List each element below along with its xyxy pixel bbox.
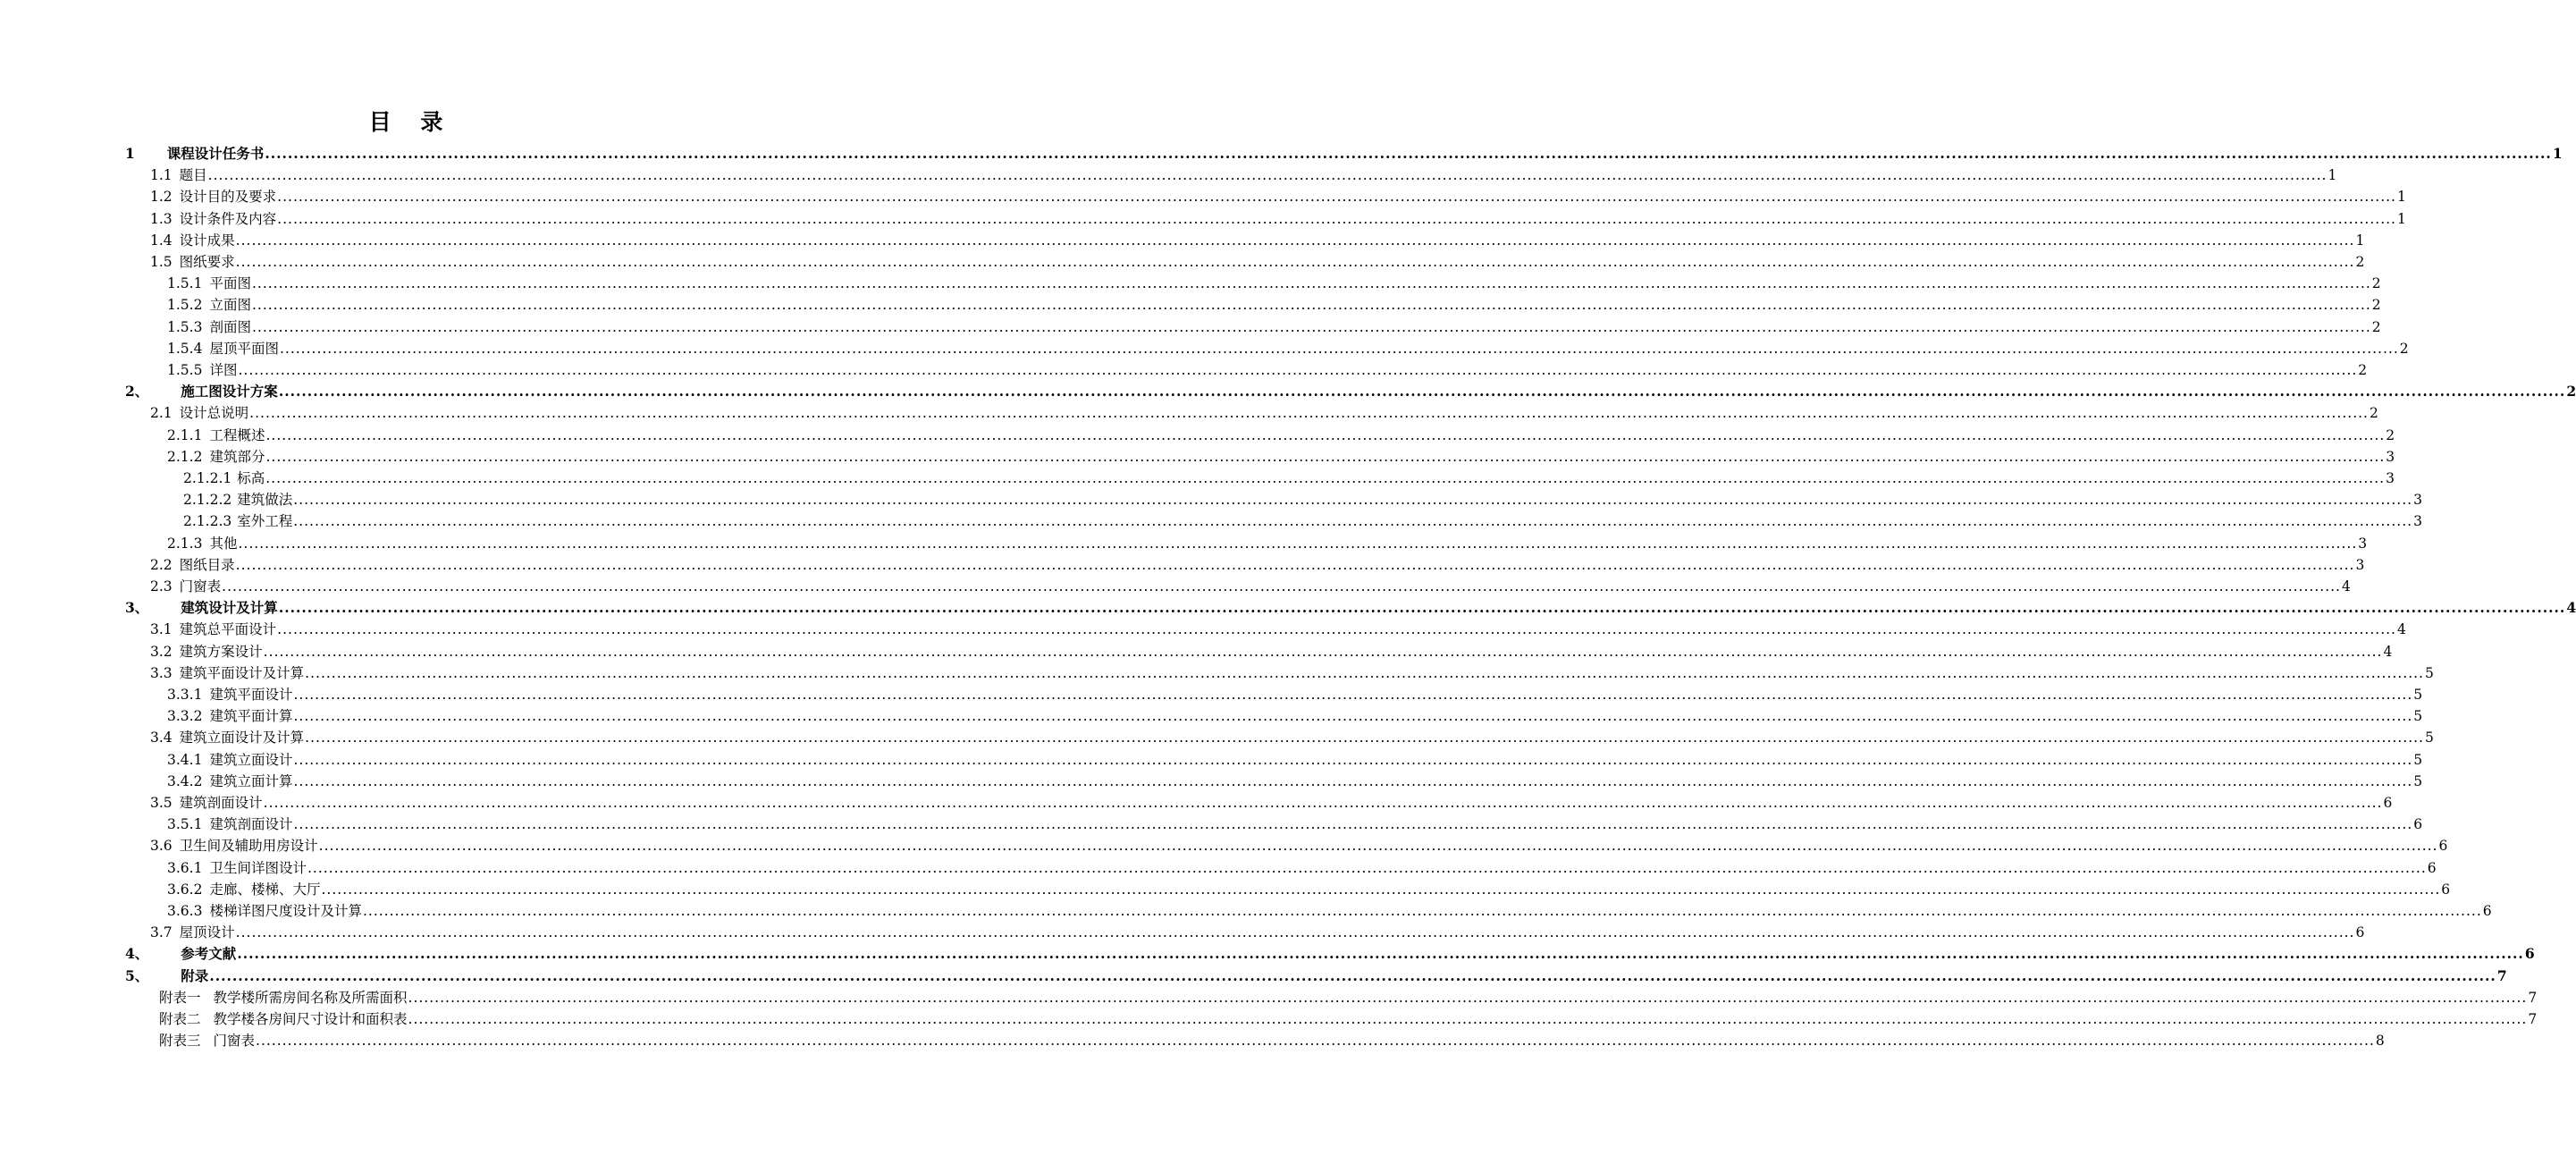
dot-leader: ................................................................................................................................................................................................................................................................................................................................................................................................................: [237, 945, 2524, 963]
toc-entry-page: 3: [2386, 470, 2395, 486]
toc-entry[interactable]: [183, 489, 2422, 510]
toc-entry-number: 3.6.1: [167, 859, 203, 876]
toc-entry-number: 1: [125, 145, 135, 162]
toc-entry-title: 课程设计任务书: [166, 145, 265, 162]
toc-entry-page: 2: [2399, 340, 2409, 357]
toc-entry[interactable]: [125, 143, 2563, 164]
dot-leader: ................................................................................................................................................................................................................................................................................................................................................................................................................: [235, 254, 2355, 270]
toc-entry[interactable]: [167, 771, 2423, 792]
toc-entry-page: 1: [2328, 167, 2337, 184]
toc-entry-number: 3.4: [150, 730, 173, 746]
toc-entry-title: 参考文献: [181, 945, 237, 963]
toc-entry-page: 3: [2358, 535, 2368, 552]
dot-leader: ................................................................................................................................................................................................................................................................................................................................................................................................................: [293, 708, 2413, 725]
toc-entry-page: 3: [2386, 448, 2395, 465]
toc-entry-title: 建筑部分: [209, 448, 265, 465]
toc-entry-number: 3.3.2: [167, 708, 203, 725]
toc-entry-number: 2.1: [150, 405, 173, 422]
dot-leader: ................................................................................................................................................................................................................................................................................................................................................................................................................: [277, 189, 2396, 206]
toc-entry-title: 其他: [209, 535, 238, 552]
dot-leader: ................................................................................................................................................................................................................................................................................................................................................................................................................: [235, 232, 2355, 249]
toc-entry-title: 建筑做法: [237, 492, 293, 509]
toc-entry-title: 屋顶平面图: [209, 340, 279, 357]
toc-entry[interactable]: [167, 359, 2368, 381]
dot-leader: ................................................................................................................................................................................................................................................................................................................................................................................................................: [251, 297, 2371, 314]
toc-entry-title: 卫生间详图设计: [209, 859, 307, 876]
toc-entry-title: 工程概述: [209, 426, 265, 443]
toc-entry[interactable]: [167, 425, 2395, 446]
toc-entry-page: 6: [2355, 924, 2365, 941]
toc-entry-title: 设计条件及内容: [179, 210, 277, 227]
toc-entry-title: 建筑总平面设计: [179, 621, 277, 638]
dot-leader: ................................................................................................................................................................................................................................................................................................................................................................................................................: [238, 535, 2358, 552]
toc-entry-number: 附表三: [159, 1033, 201, 1050]
toc-entry-page: 7: [2528, 1011, 2538, 1027]
dot-leader: ................................................................................................................................................................................................................................................................................................................................................................................................................: [265, 426, 2386, 443]
toc-entry-number: 3.6.2: [167, 881, 203, 898]
toc-entry-number: 2.1.3: [167, 535, 203, 552]
toc-entry-page: 1: [2396, 189, 2406, 206]
toc-entry[interactable]: [167, 749, 2423, 771]
toc-entry[interactable]: [167, 338, 2409, 359]
dot-leader: ................................................................................................................................................................................................................................................................................................................................................................................................................: [293, 816, 2413, 833]
toc-entry-page: 5: [2413, 687, 2423, 703]
toc-entry-number: 4、: [125, 945, 149, 963]
toc-entry-number: 1.5.2: [167, 297, 203, 314]
toc-entry-title: 详图: [209, 362, 238, 378]
toc-entry-title: 卫生间及辅助用房设计: [179, 838, 318, 855]
toc-entry-title: 教学楼各房间尺寸设计和面积表: [213, 1011, 408, 1027]
toc-entry-number: 1.4: [150, 232, 173, 249]
toc-entry-page: 7: [2496, 966, 2507, 984]
dot-leader: ................................................................................................................................................................................................................................................................................................................................................................................................................: [321, 881, 2441, 898]
toc-entry-page: 6: [2441, 881, 2451, 898]
toc-entry-number: 2.1.2.2: [183, 492, 232, 509]
toc-entry[interactable]: [150, 208, 2406, 230]
toc-entry-page: 3: [2413, 513, 2422, 530]
toc-entry-title: 走廊、楼梯、大厅: [209, 881, 321, 898]
toc-entry[interactable]: [167, 900, 2492, 922]
toc-entry[interactable]: [150, 792, 2393, 814]
dot-leader: ................................................................................................................................................................................................................................................................................................................................................................................................................: [277, 621, 2396, 638]
dot-leader: ................................................................................................................................................................................................................................................................................................................................................................................................................: [278, 383, 2566, 401]
dot-leader: ................................................................................................................................................................................................................................................................................................................................................................................................................: [263, 643, 2383, 660]
toc-entry-number: 2.1.2.3: [183, 513, 232, 530]
dot-leader: ................................................................................................................................................................................................................................................................................................................................................................................................................: [256, 1033, 2375, 1050]
toc-entry-number: 1.5: [150, 254, 173, 270]
toc-entry[interactable]: [167, 684, 2423, 705]
toc-entry-number: 3.3: [150, 664, 173, 681]
toc-entry-number: 1.1: [150, 167, 173, 184]
toc-entry-title: 设计成果: [179, 232, 235, 249]
toc-entry-number: 2.1.1: [167, 426, 203, 443]
toc-entry-title: 建筑立面计算: [209, 772, 293, 789]
dot-leader: ................................................................................................................................................................................................................................................................................................................................................................................................................: [263, 795, 2383, 811]
toc-entry[interactable]: [167, 316, 2381, 338]
toc-entry-number: 3、: [125, 599, 149, 617]
toc-entry-number: 3.5.1: [167, 816, 203, 833]
toc-entry[interactable]: [150, 727, 2434, 748]
dot-leader: ................................................................................................................................................................................................................................................................................................................................................................................................................: [265, 448, 2386, 465]
toc-entry-title: 标高: [237, 470, 265, 486]
toc-entry-page: 2: [2371, 318, 2381, 335]
toc-entry-page: 4: [2566, 599, 2576, 617]
toc-entry[interactable]: [167, 705, 2423, 727]
toc-entry-page: 3: [2413, 492, 2422, 509]
toc-entry-number: 附表一: [159, 989, 201, 1006]
toc-entry-title: 建筑平面计算: [209, 708, 293, 725]
toc-entry-page: 5: [2413, 708, 2423, 725]
dot-leader: ................................................................................................................................................................................................................................................................................................................................................................................................................: [265, 145, 2552, 162]
toc-entry-title: 建筑设计及计算: [181, 599, 278, 617]
toc-entry-page: 2: [2369, 405, 2378, 422]
dot-leader: ................................................................................................................................................................................................................................................................................................................................................................................................................: [362, 903, 2482, 919]
dot-leader: ................................................................................................................................................................................................................................................................................................................................................................................................................: [408, 989, 2528, 1006]
toc-entry[interactable]: [150, 641, 2393, 662]
toc-entry-title: 施工图设计方案: [181, 383, 278, 401]
toc-entry[interactable]: [150, 230, 2365, 251]
toc-entry-number: 2.3: [150, 578, 173, 595]
dot-leader: ................................................................................................................................................................................................................................................................................................................................................................................................................: [278, 599, 2566, 617]
dot-leader: ................................................................................................................................................................................................................................................................................................................................................................................................................: [293, 687, 2413, 703]
toc-entry-title: 设计目的及要求: [179, 189, 277, 206]
toc-entry-page: 5: [2413, 751, 2423, 768]
toc-entry[interactable]: [167, 533, 2368, 554]
toc-entry-number: 2.1.2.1: [183, 470, 232, 486]
toc-entry-number: 1.5.1: [167, 275, 203, 292]
toc-entry-page: 1: [2552, 145, 2563, 162]
dot-leader: ................................................................................................................................................................................................................................................................................................................................................................................................................: [293, 751, 2413, 768]
toc-entry-title: 附录: [181, 966, 209, 984]
dot-leader: ................................................................................................................................................................................................................................................................................................................................................................................................................: [222, 578, 2341, 595]
toc-entry[interactable]: [125, 597, 2576, 619]
toc-entry-page: 7: [2528, 989, 2538, 1006]
toc-entry-title: 题目: [179, 167, 207, 184]
toc-entry-page: 5: [2424, 664, 2434, 681]
dot-leader: ................................................................................................................................................................................................................................................................................................................................................................................................................: [279, 340, 2399, 357]
toc-entry[interactable]: [150, 662, 2434, 684]
toc-entry-page: 5: [2424, 730, 2434, 746]
dot-leader: ................................................................................................................................................................................................................................................................................................................................................................................................................: [293, 492, 2413, 509]
toc-entry-title: 建筑方案设计: [179, 643, 263, 660]
dot-leader: ................................................................................................................................................................................................................................................................................................................................................................................................................: [238, 362, 2358, 378]
toc-entry-number: 3.6: [150, 838, 173, 855]
dot-leader: ................................................................................................................................................................................................................................................................................................................................................................................................................: [251, 318, 2371, 335]
toc-entry[interactable]: [150, 251, 2365, 273]
toc-entry-title: 门窗表: [213, 1033, 256, 1050]
toc-entry-page: 2: [2386, 426, 2395, 443]
toc-entry-number: 2.1.2: [167, 448, 203, 465]
toc-entry-page: 8: [2375, 1033, 2385, 1050]
toc-entry-title: 剖面图: [209, 318, 251, 335]
toc-entry-number: 3.4.1: [167, 751, 203, 768]
dot-leader: ................................................................................................................................................................................................................................................................................................................................................................................................................: [305, 664, 2424, 681]
dot-leader: ................................................................................................................................................................................................................................................................................................................................................................................................................: [293, 513, 2413, 530]
toc-entry[interactable]: [167, 814, 2423, 835]
toc-entry-number: 1.5.4: [167, 340, 203, 357]
toc-entry-title: 教学楼所需房间名称及所需面积: [213, 989, 408, 1006]
dot-leader: ................................................................................................................................................................................................................................................................................................................................................................................................................: [209, 966, 2496, 984]
toc-entry[interactable]: [150, 922, 2365, 943]
toc-entry-number: 1.2: [150, 189, 173, 206]
dot-leader: ................................................................................................................................................................................................................................................................................................................................................................................................................: [293, 772, 2413, 789]
dot-leader: ................................................................................................................................................................................................................................................................................................................................................................................................................: [307, 859, 2427, 876]
toc-entry-number: 5、: [125, 966, 149, 984]
toc-entry-number: 1.5.3: [167, 318, 203, 335]
toc-entry-title: 室外工程: [237, 513, 293, 530]
toc-entry[interactable]: [183, 510, 2422, 532]
toc-entry-number: 附表二: [159, 1011, 201, 1027]
toc-entry-title: 屋顶设计: [179, 924, 235, 941]
toc-entry-title: 立面图: [209, 297, 251, 314]
toc-entry-page: 6: [2427, 859, 2437, 876]
toc-entry-title: 建筑剖面设计: [209, 816, 293, 833]
toc-entry[interactable]: [167, 857, 2437, 879]
toc-entry-number: 3.3.1: [167, 687, 203, 703]
toc-entry-page: 2: [2566, 383, 2576, 401]
toc-entry-page: 2: [2358, 362, 2368, 378]
toc-entry-number: 3.5: [150, 795, 173, 811]
dot-leader: ................................................................................................................................................................................................................................................................................................................................................................................................................: [265, 470, 2386, 486]
toc-entry[interactable]: [125, 381, 2576, 402]
toc-entry-page: 2: [2371, 297, 2381, 314]
toc-entry-title: 设计总说明: [179, 405, 249, 422]
dot-leader: ................................................................................................................................................................................................................................................................................................................................................................................................................: [235, 556, 2355, 573]
dot-leader: ................................................................................................................................................................................................................................................................................................................................................................................................................: [207, 167, 2328, 184]
toc-entry-page: 6: [2524, 945, 2535, 963]
toc-entry[interactable]: [167, 446, 2395, 468]
toc-entry-number: 2、: [125, 383, 149, 401]
toc-entry-page: 2: [2371, 275, 2381, 292]
toc-entry[interactable]: [183, 468, 2395, 489]
toc-entry[interactable]: [150, 186, 2406, 207]
toc-entry[interactable]: [150, 164, 2337, 186]
toc-entry-number: 3.2: [150, 643, 173, 660]
toc-entry[interactable]: [125, 966, 2507, 987]
toc-entry-number: 3.6.3: [167, 903, 203, 919]
toc-entry-number: 1.5.5: [167, 362, 203, 378]
dot-leader: ................................................................................................................................................................................................................................................................................................................................................................................................................: [318, 838, 2438, 855]
toc-entry-number: 3.1: [150, 621, 173, 638]
toc-entry-page: 4: [2341, 578, 2351, 595]
toc-entry-page: 6: [2438, 838, 2448, 855]
toc-entry[interactable]: [159, 1008, 2538, 1030]
toc-entry-title: 平面图: [209, 275, 251, 292]
toc-entry-number: 2.2: [150, 556, 173, 573]
toc-entry-title: 门窗表: [179, 578, 222, 595]
toc-entry-title: 图纸要求: [179, 254, 235, 270]
toc-entry-page: 6: [2482, 903, 2492, 919]
toc-entry[interactable]: [150, 554, 2365, 576]
toc-entry-page: 3: [2355, 556, 2365, 573]
toc-entry-page: 5: [2413, 772, 2423, 789]
dot-leader: ................................................................................................................................................................................................................................................................................................................................................................................................................: [305, 730, 2424, 746]
toc-entry-number: 3.4.2: [167, 772, 203, 789]
toc-entry-title: 图纸目录: [179, 556, 235, 573]
toc-entry-page: 1: [2355, 232, 2365, 249]
toc-entry[interactable]: [159, 1030, 2385, 1051]
toc-entry[interactable]: [150, 619, 2406, 640]
page-title: 目 录: [368, 109, 454, 135]
dot-leader: ................................................................................................................................................................................................................................................................................................................................................................................................................: [251, 275, 2371, 292]
toc-entry[interactable]: [159, 987, 2538, 1008]
toc-entry-page: 4: [2396, 621, 2406, 638]
toc-entry[interactable]: [167, 273, 2381, 294]
toc-entry-page: 6: [2413, 816, 2423, 833]
toc-entry-title: 建筑剖面设计: [179, 795, 263, 811]
toc-entry[interactable]: [150, 835, 2448, 856]
toc-entry[interactable]: [125, 943, 2535, 965]
dot-leader: ................................................................................................................................................................................................................................................................................................................................................................................................................: [408, 1011, 2528, 1027]
toc-entry-page: 2: [2355, 254, 2365, 270]
toc-entry-title: 楼梯详图尺度设计及计算: [209, 903, 362, 919]
toc-entry[interactable]: [150, 402, 2378, 424]
toc-entry-title: 建筑立面设计及计算: [179, 730, 305, 746]
toc-entry-page: 4: [2383, 643, 2393, 660]
toc-entry-title: 建筑立面设计: [209, 751, 293, 768]
toc-entry-title: 建筑平面设计及计算: [179, 664, 305, 681]
dot-leader: ................................................................................................................................................................................................................................................................................................................................................................................................................: [249, 405, 2369, 422]
toc-entry[interactable]: [150, 576, 2351, 597]
dot-leader: ................................................................................................................................................................................................................................................................................................................................................................................................................: [277, 210, 2396, 227]
toc-entry-page: 6: [2383, 795, 2393, 811]
toc-entry[interactable]: [167, 294, 2381, 316]
toc-entry-number: 1.3: [150, 210, 173, 227]
toc-entry[interactable]: [167, 879, 2451, 900]
toc-entry-title: 建筑平面设计: [209, 687, 293, 703]
toc-entry-number: 3.7: [150, 924, 173, 941]
dot-leader: ................................................................................................................................................................................................................................................................................................................................................................................................................: [235, 924, 2355, 941]
toc-entry-page: 1: [2396, 210, 2406, 227]
